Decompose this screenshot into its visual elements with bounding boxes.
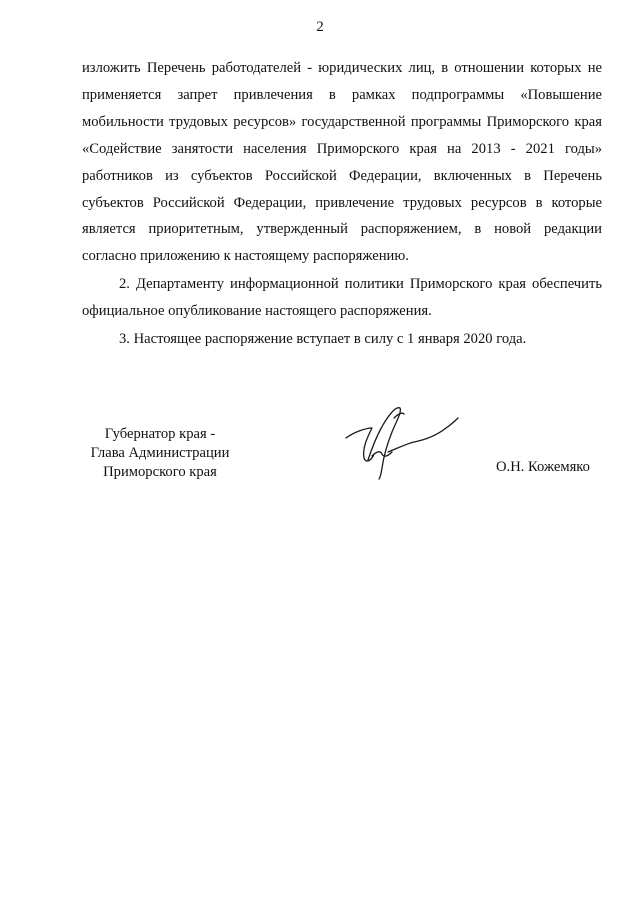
paragraph-3: 3. Настоящее распоряжение вступает в силу с 1 января 2020 года. bbox=[119, 331, 527, 348]
signatory-title-line-1: Губернатор края - bbox=[104, 426, 216, 442]
signatory-title-line-3: Приморского края bbox=[103, 464, 217, 480]
paragraph-1: изложить Перечень работодателей - юридических лиц, в отношении которых не применяется запрет привлечения в рамках подпрограммы «Повышение мобильности трудовых ресурсов» государственной программы Приморского края «Содействие занятости населения Приморского края на 2013 - 2021 годы» работников из субъектов Российской Федерации, включенных в Перечень субъектов Российской Федерации, привлечение трудовых ресурсов в которые является приоритетным, утвержденный распоряжением, в новой редакции согласно приложению к настоящему распоряжению. bbox=[82, 60, 602, 265]
signatory-name: О.Н. Кожемяко bbox=[496, 459, 590, 475]
document-body bbox=[82, 55, 602, 353]
signatory-title-line-2: Глава Администрации bbox=[90, 445, 230, 461]
page-number: 2 bbox=[316, 19, 324, 35]
paragraph-2: 2. Департаменту информационной политики Приморского края обеспечить официальное опубликование настоящего распоряжения. bbox=[82, 276, 602, 320]
signatory-title bbox=[80, 425, 240, 482]
handwritten-signature bbox=[342, 398, 462, 480]
